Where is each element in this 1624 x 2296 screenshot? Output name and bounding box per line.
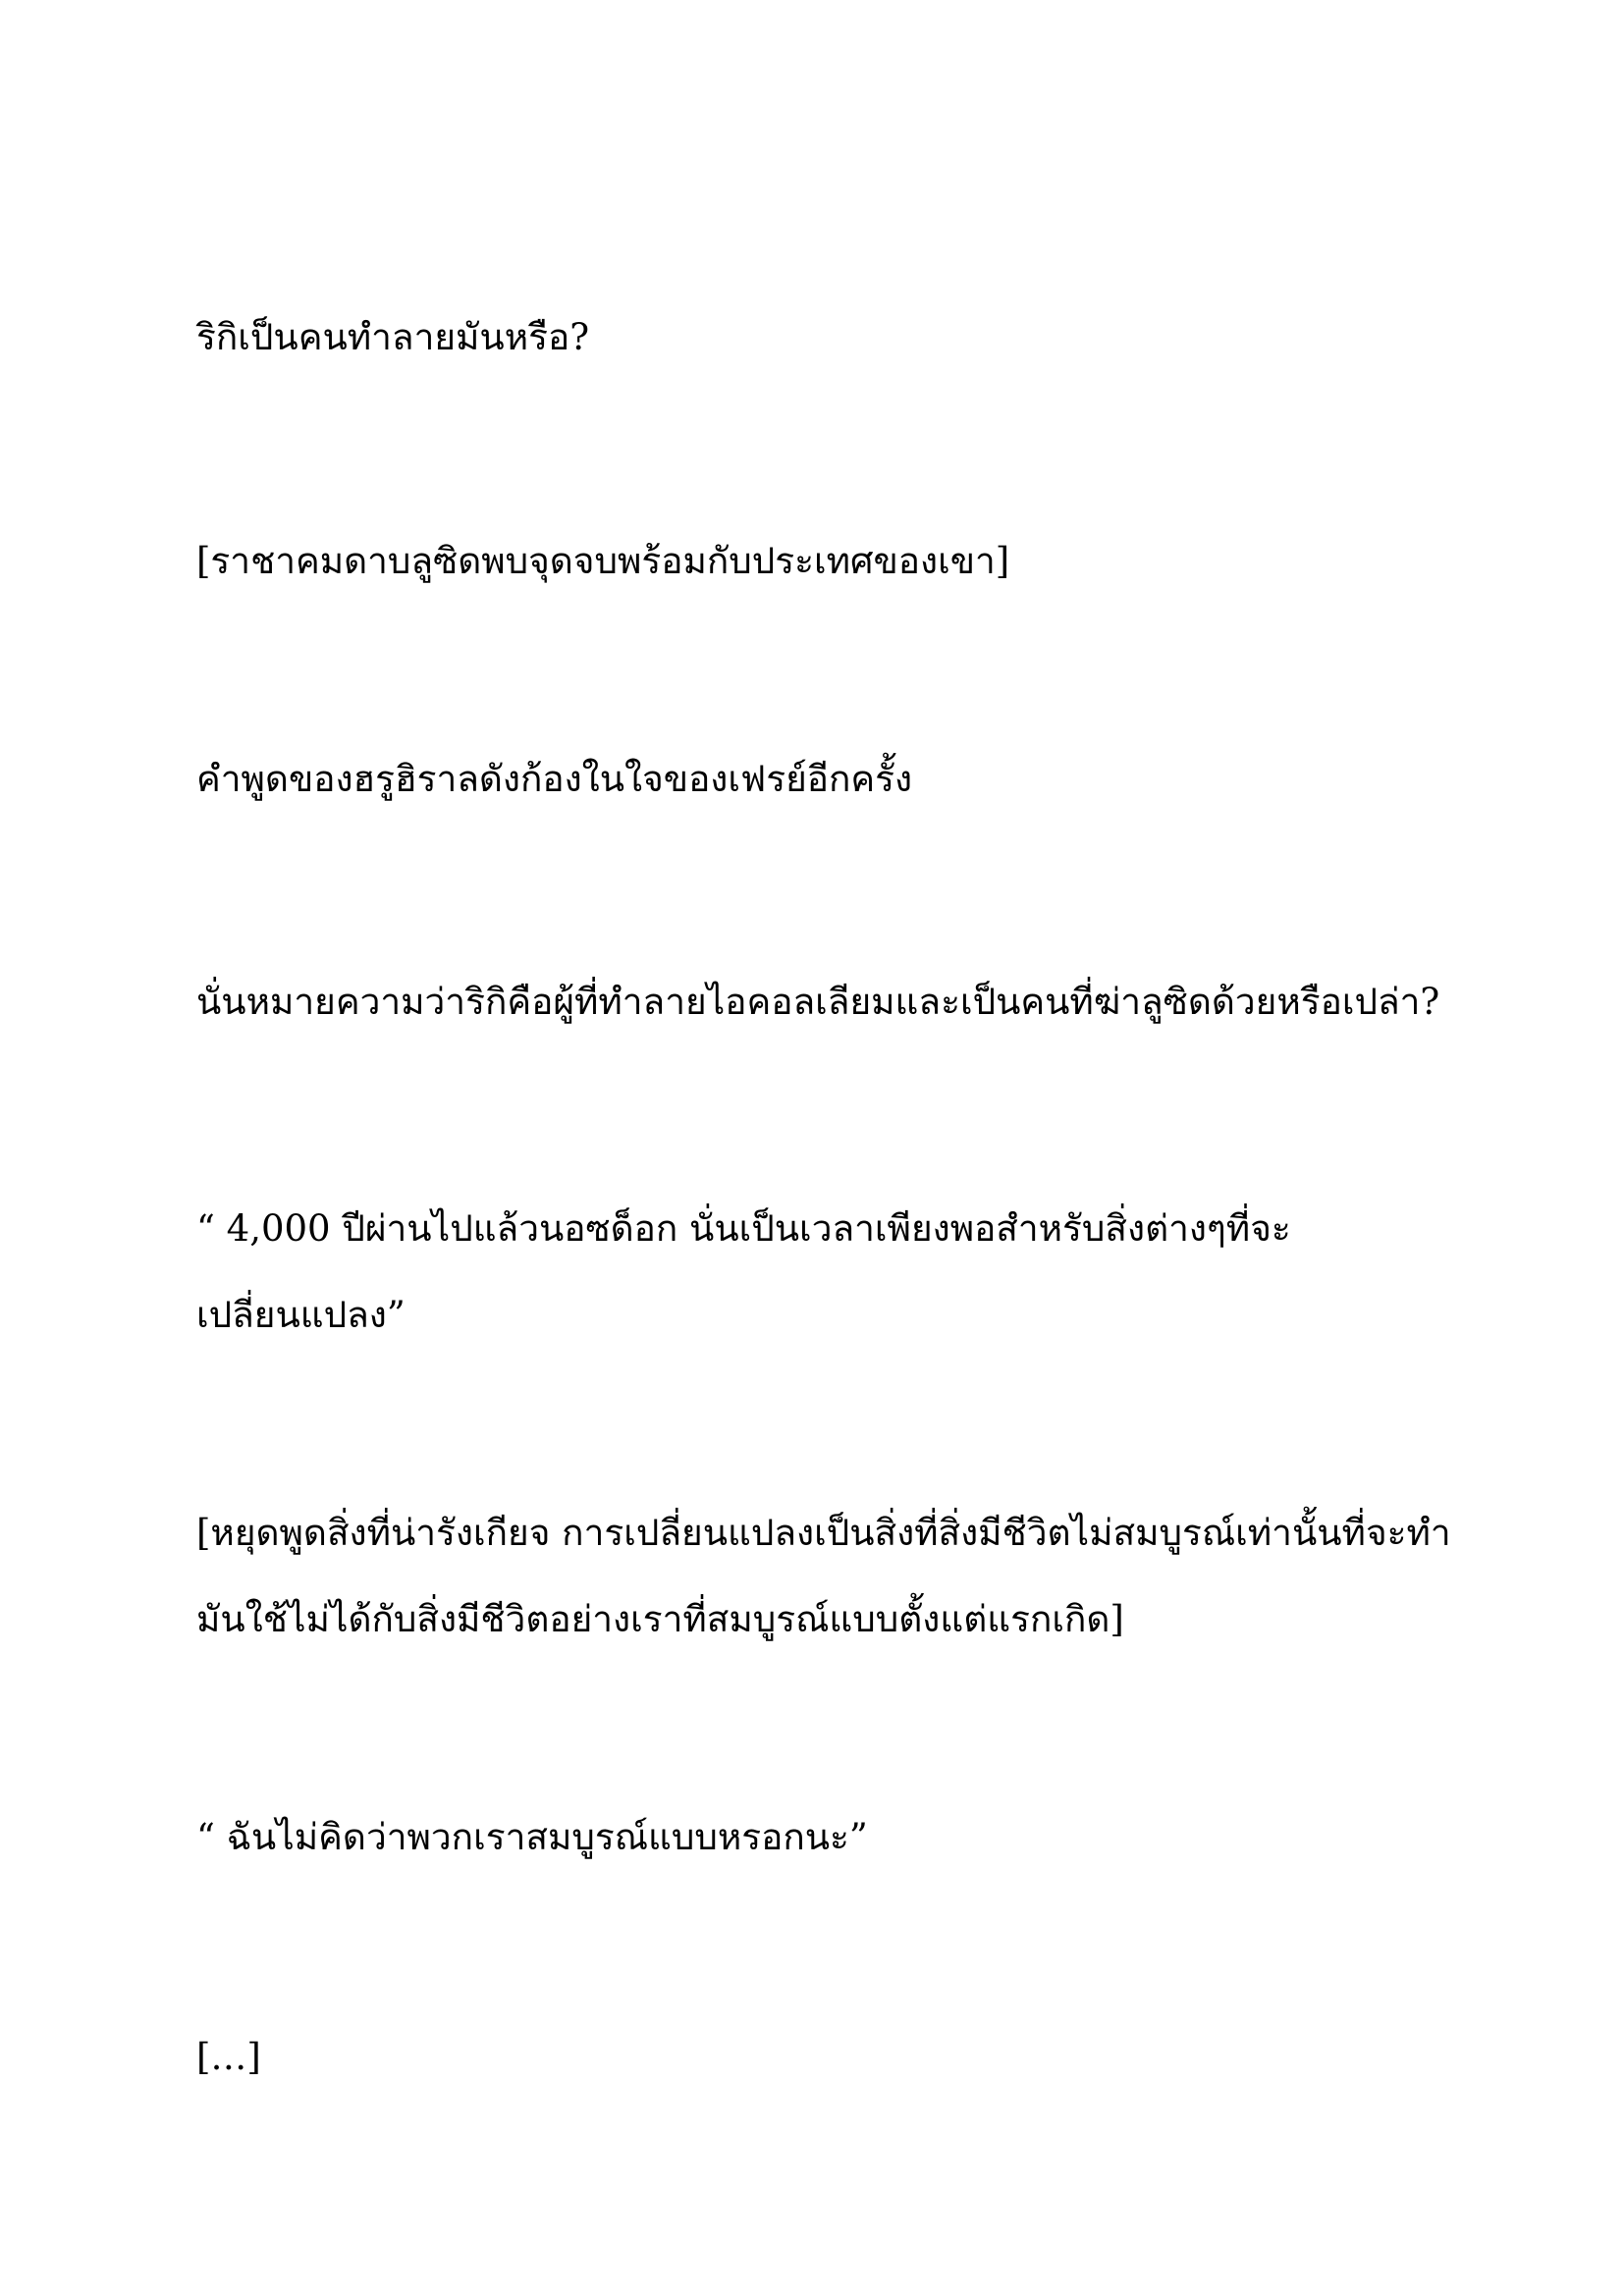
- paragraph-freya-echo: คำพูดของฮรูฮิราลดังก้องในใจของเฟรย์อีกครั้ง: [196, 758, 913, 800]
- paragraph-stop-talking-cont: มันใช้ไม่ได้กับสิ่งมีชีวิตอย่างเราที่สมบูรณ์แบบตั้งแต่แรกเกิด]: [196, 1598, 1124, 1640]
- paragraph-ellipsis: […]: [196, 2036, 261, 2078]
- paragraph-lucid-end: [ราชาคมดาบลูซิดพบจุดจบพร้อมกับประเทศของเขา]: [196, 540, 1010, 582]
- paragraph-stop-talking: [หยุดพูดสิ่งที่น่ารังเกียจ การเปลี่ยนแปลงเป็นสิ่งที่สิ่งมีชีวิตไม่สมบูรณ์เท่านั้นที่จะทำ: [196, 1512, 1451, 1554]
- paragraph-riki-destroyer: นั่นหมายความว่าริกิคือผู้ที่ทำลายไอคอลเลียมและเป็นคนที่ฆ่าลูซิดด้วยหรือเปล่า?: [196, 981, 1440, 1023]
- paragraph-riki-question: ริกิเป็นคนทำลายมันหรือ?: [196, 316, 590, 358]
- paragraph-4000-years-cont: เปลี่ยนแปลง”: [196, 1294, 406, 1336]
- paragraph-not-perfect: “ ฉันไม่คิดว่าพวกเราสมบูรณ์แบบหรอกนะ”: [196, 1816, 868, 1858]
- paragraph-4000-years: “ 4,000 ปีผ่านไปแล้วนอซด็อก นั่นเป็นเวลาเพียงพอสำหรับสิ่งต่างๆที่จะ: [196, 1207, 1291, 1250]
